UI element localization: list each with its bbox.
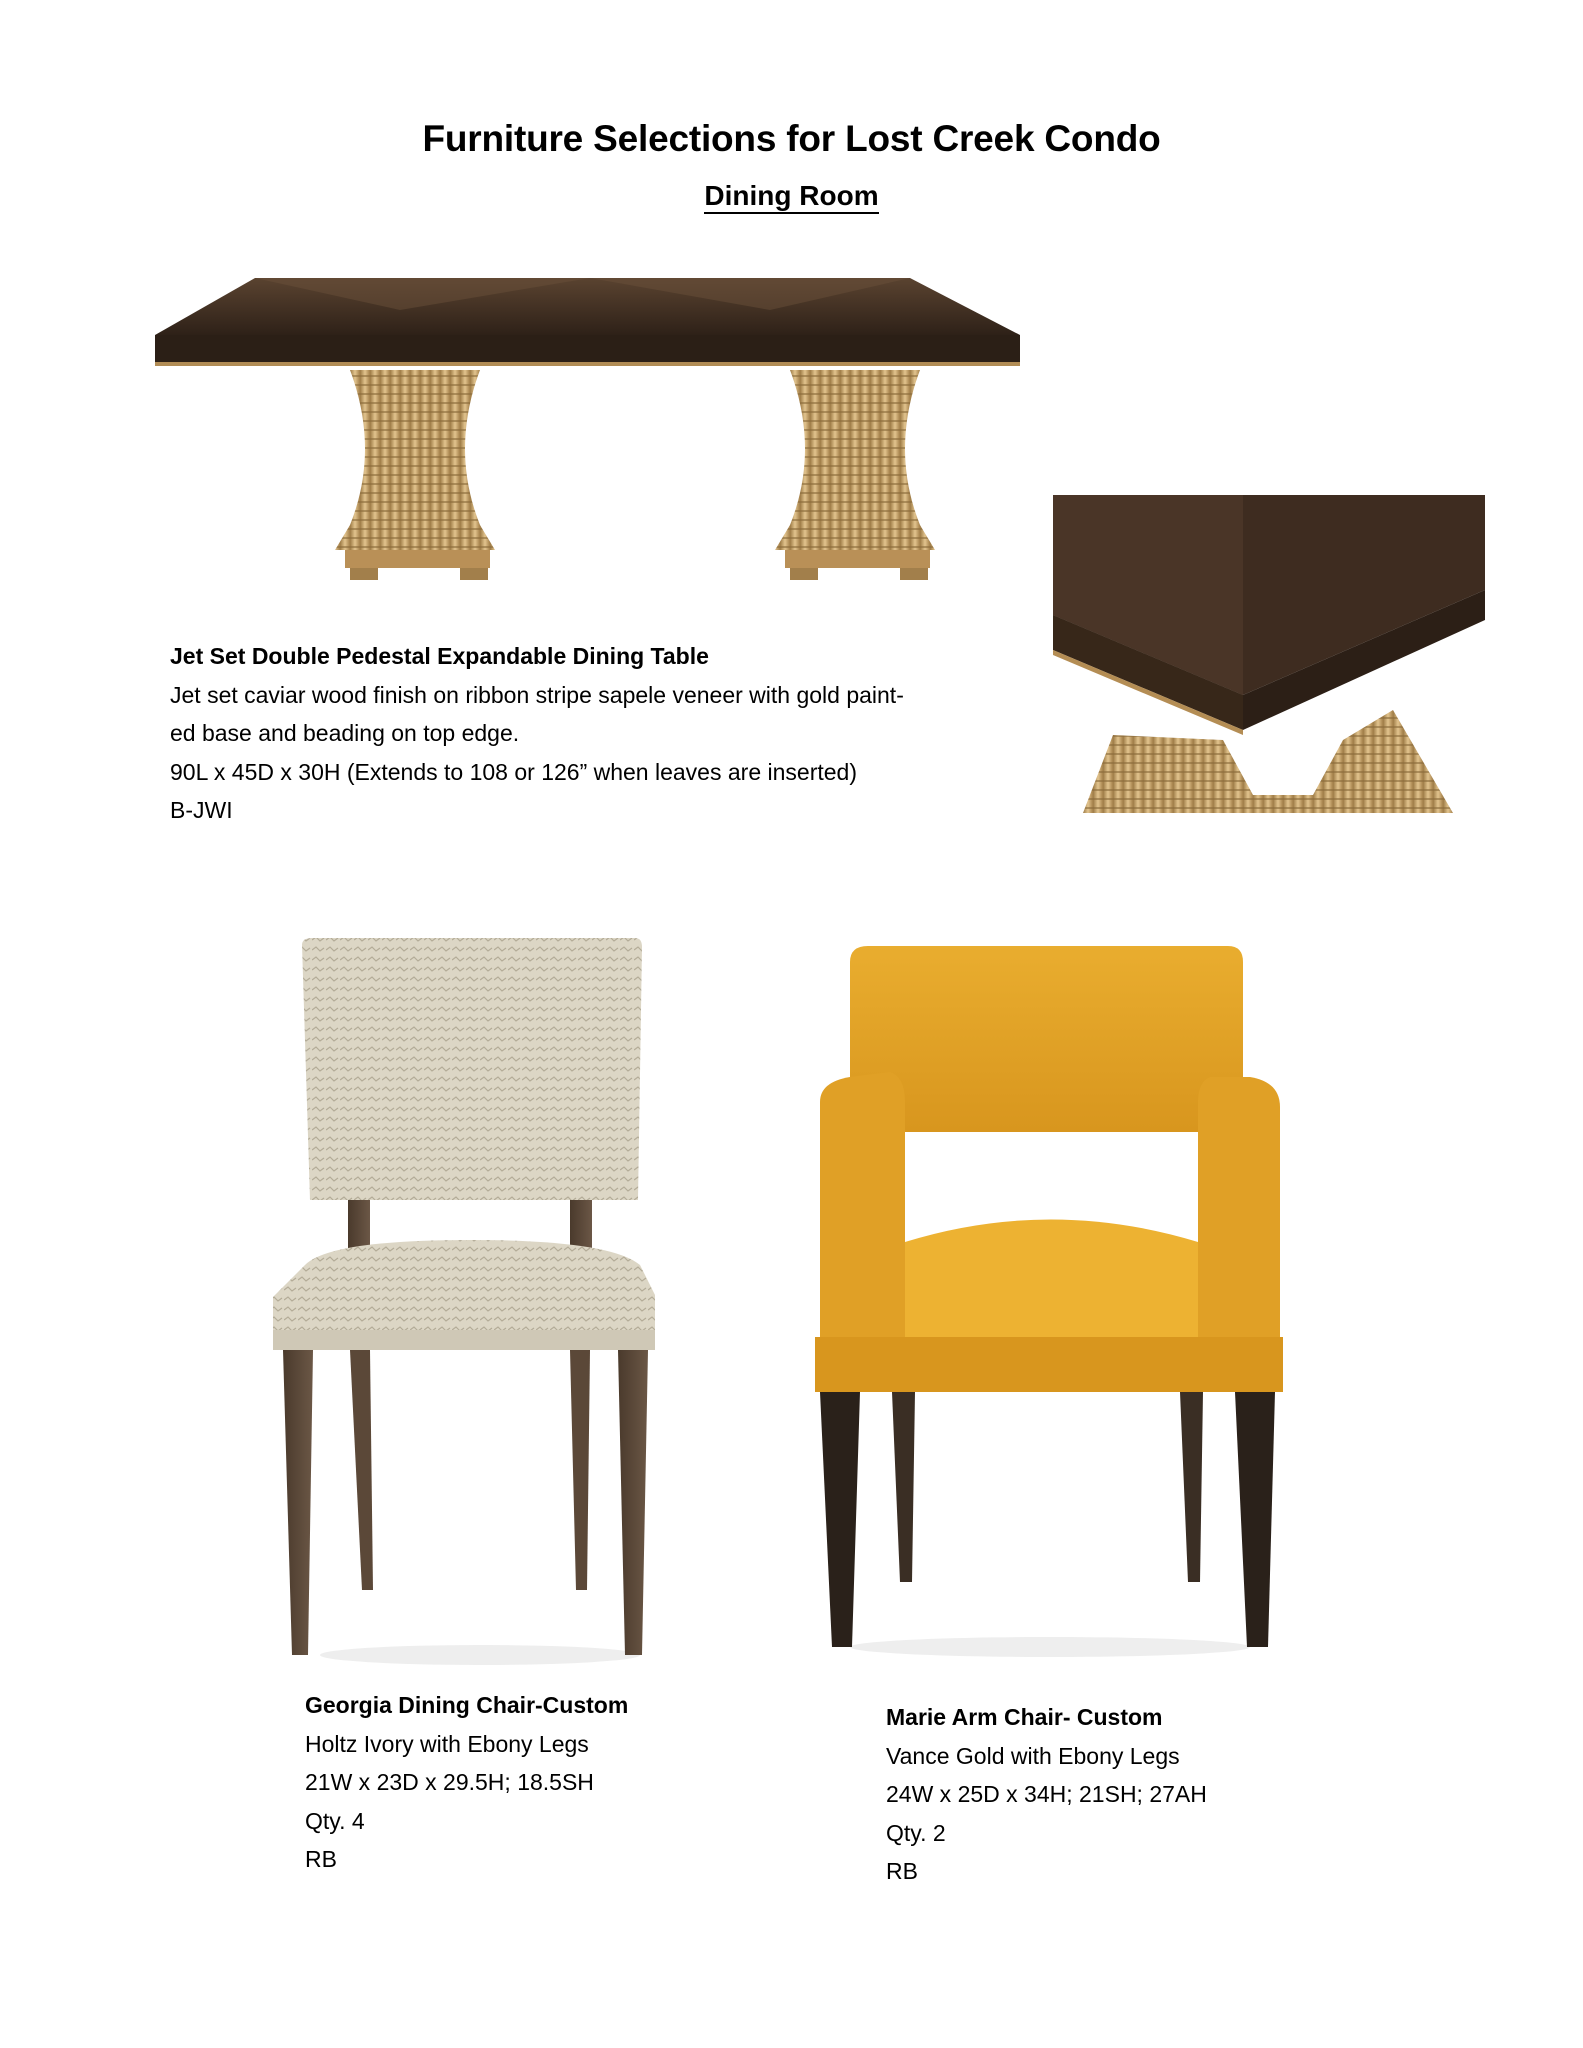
georgia-chair-dimensions: 21W x 23D x 29.5H; 18.5SH [305, 1769, 594, 1795]
georgia-chair-image [270, 935, 665, 1665]
georgia-chair-description [305, 1686, 628, 1879]
marie-chair-name: Marie Arm Chair- Custom [886, 1704, 1163, 1730]
georgia-chair-name: Georgia Dining Chair-Custom [305, 1692, 629, 1718]
marie-chair-description [886, 1698, 1207, 1891]
section-heading-text: Dining Room [704, 180, 878, 214]
table-desc-line2: ed base and beading on top edge. [170, 720, 520, 746]
table-code: B-JWI [170, 797, 233, 823]
dining-table-image [150, 270, 1025, 625]
table-detail-image [1053, 495, 1485, 813]
marie-chair-image [810, 942, 1285, 1657]
page-title: Furniture Selections for Lost Creek Condo [422, 118, 1161, 159]
marie-chair-finish: Vance Gold with Ebony Legs [886, 1742, 1180, 1769]
table-description [170, 637, 904, 830]
marie-chair-qty: Qty. 2 [886, 1819, 946, 1846]
table-desc-line1: Jet set caviar wood finish on ribbon stripe sapele veneer with gold paint- [170, 681, 904, 708]
marie-chair-dimensions: 24W x 25D x 34H; 21SH; 27AH [886, 1781, 1207, 1807]
table-dimensions: 90L x 45D x 30H (Extends to 108 or 126” when leaves are inserted) [170, 758, 857, 785]
georgia-chair-finish: Holtz Ivory with Ebony Legs [305, 1730, 589, 1757]
georgia-chair-qty: Qty. 4 [305, 1807, 365, 1834]
table-name: Jet Set Double Pedestal Expandable Dining Table [170, 643, 709, 669]
marie-chair-code: RB [886, 1858, 918, 1884]
section-heading [0, 180, 1583, 212]
georgia-chair-code: RB [305, 1846, 337, 1872]
